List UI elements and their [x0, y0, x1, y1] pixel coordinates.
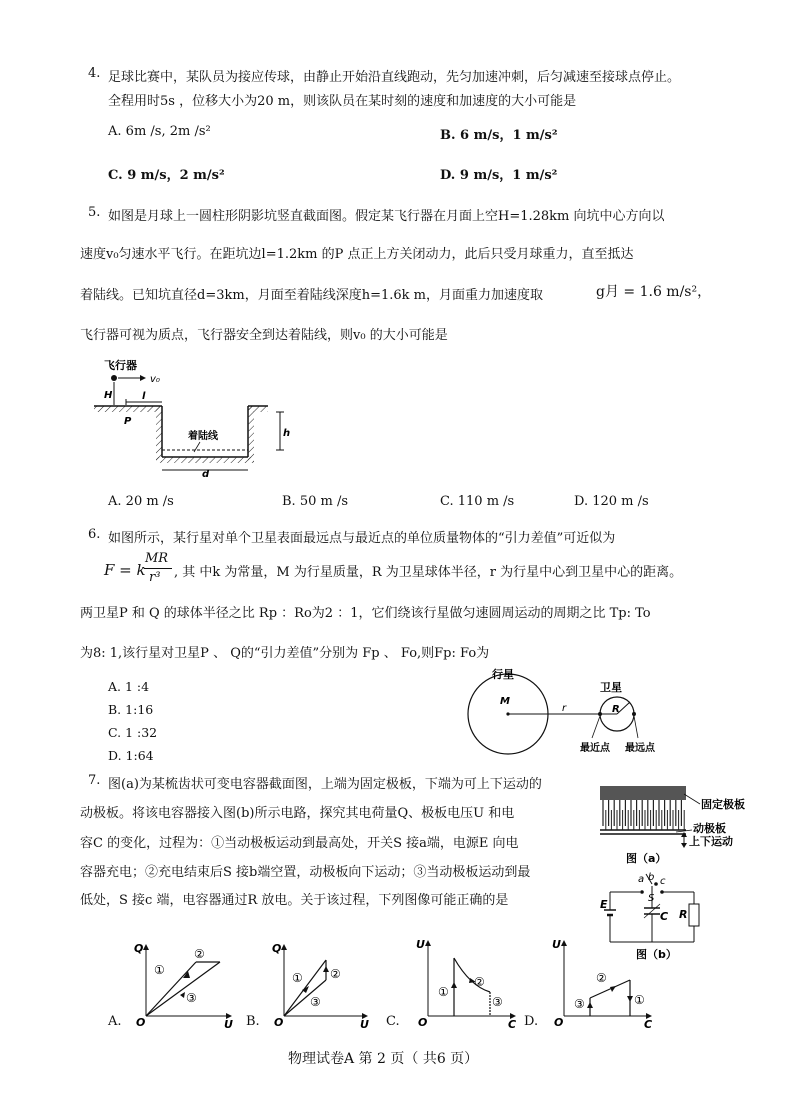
q7-graph-c: [410, 936, 522, 1028]
q6-option-b: B. 1:16: [108, 702, 154, 717]
q5-number: 5.: [88, 205, 101, 220]
q7-graph-d-mark3: ③: [574, 997, 585, 1011]
q7-switch-b-label: b: [648, 872, 655, 883]
q6-near-label: 最近点: [580, 743, 610, 754]
q7-graph-d-mark2: ②: [596, 971, 607, 985]
q7-moving-plate-label: 动极板: [693, 822, 726, 835]
q4-option-d: D. 9 m/s，1 m/s²: [440, 168, 558, 183]
q5-landing-label: 着陆线: [188, 431, 218, 442]
q7-graph-c-xaxis: C: [508, 1018, 517, 1028]
q7-graph-a: [128, 940, 238, 1028]
q7-graph-d-origin: O: [554, 1016, 564, 1028]
q6-planet-label: 行星: [492, 668, 514, 681]
q7-figure-a-caption: 图（a）: [626, 852, 667, 865]
q7-graph-b-mark1: ①: [292, 971, 303, 985]
q5-d-label: d: [202, 469, 210, 480]
q6-number: 6.: [88, 527, 101, 542]
q6-satellite-label: 卫星: [600, 681, 622, 694]
q6-r-label: r: [562, 703, 567, 714]
q7-figure-a-capacitor: [596, 782, 766, 868]
q7-graph-c-yaxis: U: [416, 938, 425, 951]
q5-option-a: A. 20 m /s: [108, 494, 174, 509]
q7-graph-b-mark3: ③: [310, 995, 321, 1009]
q7-E-label: E: [600, 898, 608, 911]
q7-graph-c-mark2: ②: [474, 975, 485, 989]
q7-graph-d-yaxis: U: [552, 938, 561, 951]
q7-graph-a-origin: O: [136, 1016, 146, 1028]
q7-graph-a-yaxis: Q: [134, 942, 144, 955]
q7-graph-a-mark3: ③: [186, 991, 197, 1005]
q6-option-c: C. 1 :32: [108, 725, 158, 740]
q7-graph-b-key: B.: [246, 1014, 260, 1029]
q7-stem-line1: 图(a)为某梳齿状可变电容器截面图，上端为固定极板，下端为可上下运动的: [108, 777, 542, 792]
q7-graph-a-mark1: ①: [154, 963, 165, 977]
q7-number: 7.: [88, 773, 101, 788]
q6-stem-line2: , 其 中k 为常量，M 为行星质量，R 为卫星球体半径，r 为行星中心到卫星中心的距离。: [174, 565, 683, 580]
q7-graph-d-mark1: ①: [634, 993, 645, 1007]
q5-l-label: l: [142, 391, 146, 402]
q7-graph-c-mark1: ①: [438, 985, 449, 999]
q7-switch-c-label: c: [660, 876, 666, 887]
q4-option-a: A. 6m /s, 2m /s²: [108, 124, 211, 139]
q6-R-label: R: [612, 704, 620, 715]
q7-switch-S-label: S: [648, 893, 655, 904]
q5-P-label: P: [124, 416, 132, 427]
q5-crater-diagram: [90, 356, 305, 481]
q7-figure-b-caption: 图（b）: [636, 948, 677, 961]
q7-graph-d: [546, 936, 658, 1028]
q6-far-label: 最远点: [625, 743, 655, 754]
q5-v0-label: v₀: [150, 374, 160, 385]
q7-stem-line2: 动极板。将该电容器接入图(b)所示电路，探究其电荷量Q、极板电压U 和电: [80, 806, 515, 821]
q7-graph-a-xaxis: U: [224, 1018, 233, 1028]
q7-graph-c-mark3: ③: [492, 995, 503, 1009]
q7-R-label: R: [679, 908, 688, 921]
q7-stem-line4: 容器充电；②充电结束后S 接b端空置，动极板向下运动；③当动极板运动到最: [80, 865, 531, 880]
q7-graph-b-mark2: ②: [330, 967, 341, 981]
q6-planet-satellite-diagram: [462, 664, 672, 764]
q6-stem-line1: 如图所示，某行星对单个卫星表面最远点与最近点的单位质量物体的“引力差值”可近似为: [108, 531, 616, 546]
q4-stem-line1: 足球比赛中，某队员为接应传球，由静止开始沿直线跑动，先匀加速冲刺，后匀减速至接球点停止。: [108, 70, 681, 85]
q5-craft-label: 飞行器: [104, 359, 137, 372]
q6-stem-line4: 为8: 1,该行星对卫星P 、 Q的“引力差值”分别为 Fp 、 Fo,则Fp: Fo为: [80, 646, 490, 661]
q7-graph-b-yaxis: Q: [272, 942, 282, 955]
q5-stem-line3: 着陆线。已知坑直径d=3km，月面至着陆线深度h=1.6k m，月面重力加速度取: [80, 288, 543, 303]
q4-option-c: C. 9 m/s，2 m/s²: [108, 168, 225, 183]
q7-graph-d-xaxis: C: [644, 1018, 653, 1028]
q7-C-label: C: [660, 910, 669, 923]
q7-graph-a-key: A.: [108, 1014, 122, 1029]
q7-updown-label: 上下运动: [689, 835, 733, 848]
q7-graph-c-origin: O: [418, 1016, 428, 1028]
q4-option-b: B. 6 m/s，1 m/s²: [440, 128, 558, 143]
q5-option-c: C. 110 m /s: [440, 494, 515, 509]
q5-option-d: D. 120 m /s: [574, 494, 649, 509]
q7-graph-b-origin: O: [274, 1016, 284, 1028]
q4-stem-line2: 全程用时5s ，位移大小为20 m，则该队员在某时刻的速度和加速度的大小可能是: [108, 94, 577, 109]
q6-M-label: M: [500, 696, 510, 707]
q7-graph-a-mark2: ②: [194, 947, 205, 961]
q7-switch-a-label: a: [638, 874, 645, 885]
q7-stem-line5: 低处，S 接c 端，电容器通过R 放电。关于该过程，下列图像可能正确的是: [80, 893, 509, 908]
q7-fixed-plate-label: 固定极板: [701, 798, 745, 811]
q7-graph-b-xaxis: U: [360, 1018, 369, 1028]
q6-option-a: A. 1 :4: [108, 679, 150, 694]
q5-stem-line1: 如图是月球上一圆柱形阴影坑竖直截面图。假定某飞行器在月面上空H=1.28km 向坑中心方向以: [108, 209, 665, 224]
q6-stem-line3: 两卫星P 和 Q 的球体半径之比 Rp ：Ro为2 ：1，它们绕该行星做匀速圆周运动的周期之比 Tp: To: [80, 606, 651, 621]
page-footer: 物理试卷A 第 2 页（ 共6 页）: [288, 1051, 479, 1067]
q5-H-label: H: [104, 390, 113, 401]
q7-graph-b: [266, 940, 376, 1028]
q4-number: 4.: [88, 66, 101, 81]
q7-graph-c-key: C.: [386, 1014, 400, 1029]
q5-option-b: B. 50 m /s: [282, 494, 349, 509]
q6-option-d: D. 1:64: [108, 748, 154, 763]
q7-stem-line3: 容C 的变化，过程为：①当动极板运动到最高处，开关S 接a端，电源E 向电: [80, 836, 519, 851]
q5-stem-line2: 速度v₀匀速水平飞行。在距坑边l=1.2km 的P 点正上方关闭动力，此后只受月球重力，直至抵达: [80, 247, 634, 262]
q5-gravity-formula: g月 = 1.6 m/s²，: [596, 284, 712, 300]
q5-stem-line4: 飞行器可视为质点，飞行器安全到达着陆线，则v₀ 的大小可能是: [80, 328, 448, 343]
q5-h-label: h: [283, 428, 291, 439]
q7-graph-d-key: D.: [524, 1014, 539, 1029]
